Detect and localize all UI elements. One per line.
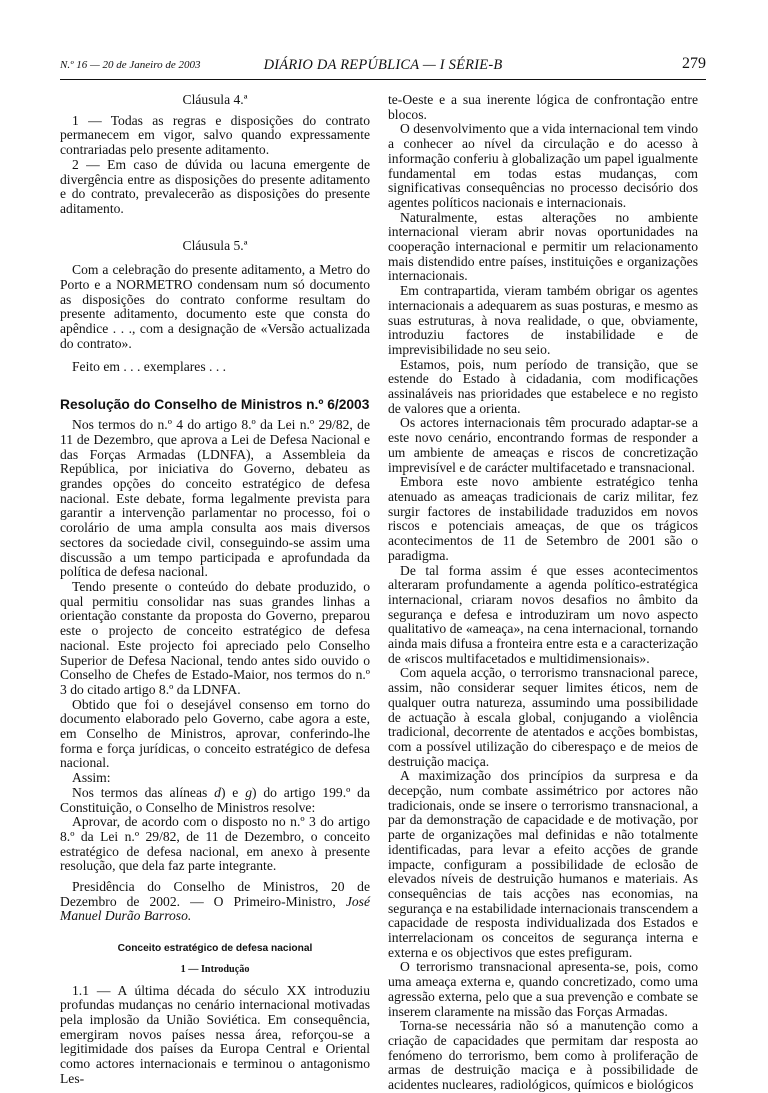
- header-rule: [60, 79, 706, 80]
- paragraph: Obtido que foi o desejável consenso em torno do documento elaborado pelo Governo, cabe agora a este, em Conselho de Ministros, aprovar, conferindo-lhe forma e força jurídicas, o conceito estratégico de defesa nacional.: [60, 696, 370, 771]
- paragraph: Feito em . . . exemplares . . .: [72, 358, 227, 374]
- section-title: 1 — Introdução: [180, 963, 250, 975]
- issue-date: N.º 16 — 20 de Janeiro de 2003: [60, 59, 201, 71]
- paragraph: De tal forma assim é que esses acontecimentos alteraram profundamente a agenda político-estratégica internacional, criaram novos desafios no âmbito da segurança e defesa e introduziram um novo aspecto qualitativo de «ameaça», na cena internacional, tornando ainda mais difusa a fronteira entre esta e a caracterização de «riscos multifacetados e multidimensionais».: [388, 562, 698, 666]
- paragraph: Embora este novo ambiente estratégico tenha atenuado as ameaças tradicionais de cariz militar, fez surgir factores de instabilidade traduzidos em novos riscos e potenciais ameaças, de que os trágicos acontecimentos de 11 de Setembro de 2001 são o paradigma.: [388, 474, 698, 563]
- paragraph: Em contrapartida, vieram também obrigar os agentes internacionais a adequarem as suas posturas, e mesmo as suas estruturas, à nova realidade, o que, obviamente, introduziu factores de instabilidade e de imprevisibilidade no seu seio.: [388, 283, 698, 357]
- signature-paragraph: Presidência do Conselho de Ministros, 20 de Dezembro de 2002. — O Primeiro-Ministro, José Manuel Durão Barroso.: [60, 879, 370, 924]
- paragraph: A maximização dos princípios da surpresa e da decepção, num combate assimétrico por actores não tradicionais, onde se insere o terrorismo transnacional, a par da demonstração de capacidade e de motivação, por parte de organizações mal definidas e não totalmente identificadas, para levar a efeito acções de grande impacte, configuram a possibilidade de eclosão de elevados níveis de destruição humanos e materiais. As consequências de tais acções nas economias, na segurança e na estabilidade internacionais transcendem a capacidade de resposta individualizada dos Estados e interrelacionam os conceitos de segurança interna e externa e os objectivos que estes prefiguram.: [388, 768, 698, 960]
- paragraph: Assim:: [72, 770, 111, 786]
- paragraph: Naturalmente, estas alterações no ambiente internacional vieram abrir novas oportunidades na cooperação internacional e permitir um relacionamento mais distendido entre países, instituições e organizações internacionais.: [388, 209, 698, 284]
- page-header: [60, 55, 706, 75]
- paragraph: Aprovar, de acordo com o disposto no n.º 3 do artigo 8.º da Lei n.º 29/82, de 11 de Dezembro, o conceito estratégico de defesa nacional, em anexo à presente resolução, que dela faz parte integrante.: [60, 814, 370, 874]
- paragraph: Os actores internacionais têm procurado adaptar-se a este novo cenário, encontrando formas de responder a um ambiente de ameaças e riscos de concretização imprevisível e de carácter multifacetado e transnacional.: [388, 415, 698, 475]
- annex-title: Conceito estratégico de defesa nacional: [117, 943, 313, 955]
- paragraph: Nos termos das alíneas d) e g) do artigo 199.º da Constituição, o Conselho de Ministros resolve:: [60, 784, 371, 815]
- paragraph: O terrorismo transnacional apresenta-se, pois, como uma ameaça externa e, quando concretizado, como uma agressão externa, pelo que a sua prevenção e combate se inserem claramente na missão das Forças Armadas.: [388, 959, 698, 1019]
- paragraph: Nos termos do n.º 4 do artigo 8.º da Lei n.º 29/82, de 11 de Dezembro, que aprova a Lei de Defesa Nacional e das Forças Armadas (LDNFA), a Assembleia da República, por iniciativa do Governo, debateu as grandes opções do conceito estratégico de defesa nacional. Este debate, forma legalmente prevista para garantir a intervenção parlamentar no processo, foi o corolário de uma ampla consulta aos mais diversos sectores da sociedade civil, conseguindo-se assim uma discussão a um tempo participada e aprofundada da política de defesa nacional.: [60, 417, 370, 580]
- paragraph: Tendo presente o conteúdo do debate produzido, o qual permitiu consolidar nas suas grandes linhas a orientação constante da proposta do Governo, preparou este o projecto de conceito estratégico de defesa nacional. Este projecto foi apreciado pelo Conselho Superior de Defesa Nacional, tendo antes sido ouvido o Conselho de Chefes de Estado-Maior, nos termos do n.º 3 do citado artigo 8.º da LDNFA.: [60, 578, 370, 697]
- paragraph: Estamos, pois, num período de transição, que se estende do Estado à cidadania, com modificações assinaláveis nas prioridades que estabelece e no registo de valores que a orienta.: [388, 356, 698, 416]
- page-number: 279: [682, 55, 706, 72]
- clausula-5-title: Cláusula 5.ª: [182, 237, 248, 253]
- paragraph: 2 — Em caso de dúvida ou lacuna emergente de divergência entre as disposições do presente aditamento e do contrato, prevalecerão as disposições do presente aditamento.: [60, 156, 370, 216]
- paragraph: O desenvolvimento que a vida internacional tem vindo a conhecer ao nível da circulação e do acesso à informação conferiu à globalização um papel igualmente fundamental em todas estas mudanças, com significativas consequências no processo decisório dos agentes políticos nacionais e internacionais.: [388, 121, 698, 210]
- left-column: [60, 93, 370, 1086]
- paragraph: 1.1 — A última década do século XX introduziu profundas mudanças no cenário internacional motivadas pela implosão da União Soviética. Em consequência, emergiram novos países nessa área, reforçou-se a legitimidade dos países da Europa Central e Oriental como actores internacionais e terminou o antagonismo Les-: [60, 982, 370, 1086]
- right-column: [388, 93, 698, 1093]
- paragraph: Torna-se necessária não só a manutenção como a criação de capacidades que permitam dar resposta ao fenómeno do terrorismo, bem como à proliferação de armas de destruição maciça e à possibilidade de acidentes nucleares, radiológicos, químicos e biológicos: [388, 1018, 698, 1093]
- clausula-4-title: Cláusula 4.ª: [182, 92, 248, 107]
- paragraph: Com a celebração do presente aditamento, a Metro do Porto e a NORMETRO condensam num só documento as disposições do contrato conforme resultam do presente aditamento, documento este que consta do apêndice . . ., com a designação de «Versão actualizada do contrato».: [60, 262, 370, 351]
- resolution-title: Resolução do Conselho de Ministros n.º 6/2003: [60, 397, 370, 413]
- paragraph: 1 — Todas as regras e disposições do contrato permanecem em vigor, salvo quando expressamente contrariadas pelo presente aditamento.: [60, 112, 370, 158]
- paragraph: Com aquela acção, o terrorismo transnacional parece, assim, não considerar sequer limites éticos, nem de qualquer outra natureza, assumindo uma possibilidade de actuação à escala global, conjugando a violência tradicional, decorrente de atentados e acções bombistas, com a possível utilização do ciberespaço e de meios de destruição maciça.: [388, 665, 698, 769]
- journal-title: DIÁRIO DA REPÚBLICA — I SÉRIE-B: [263, 57, 503, 73]
- paragraph: te-Oeste e a sua inerente lógica de confrontação entre blocos.: [388, 92, 698, 122]
